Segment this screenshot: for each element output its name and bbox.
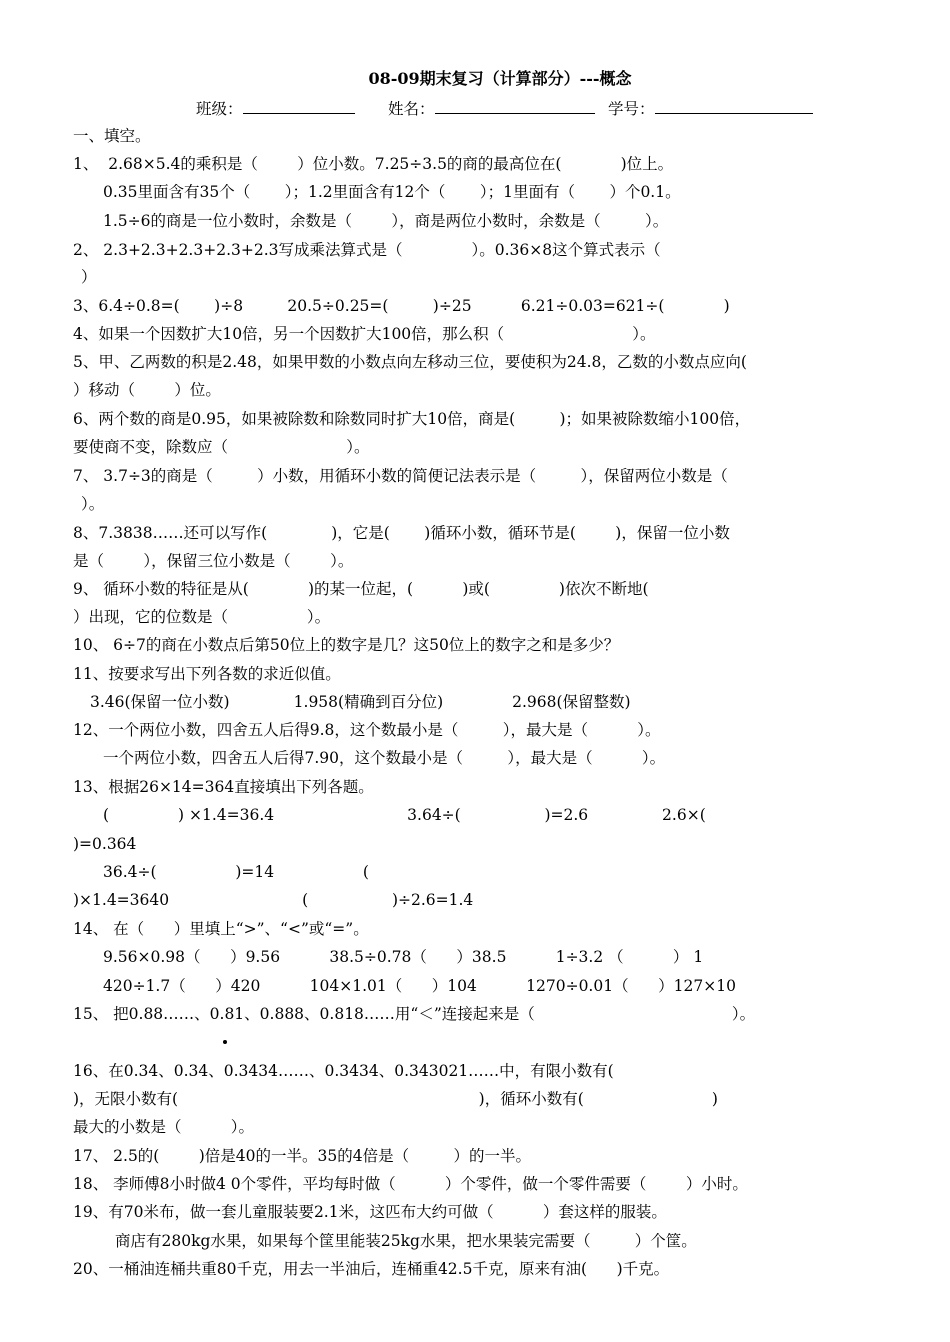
section-heading: 一、填空。 bbox=[73, 127, 151, 145]
question-line: 20、一桶油连桶共重80千克，用去一半油后，连桶重42.5千克，原来有油( )千克。 bbox=[73, 1260, 670, 1278]
question-line: 15、 把0.88……、0.81、0.888、0.818……用“＜”连接起来是（ ）。 bbox=[73, 1005, 756, 1023]
question-line: )，无限小数有( )，循环小数有( ) bbox=[73, 1090, 718, 1108]
question-line: 6、两个数的商是0.95，如果被除数和除数同时扩大10倍，商是( )；如果被除数缩小100倍， bbox=[73, 410, 751, 428]
recurring-dot-mark bbox=[223, 1040, 227, 1044]
question-line: 16、在0.34、0.34、0.3434……、0.3434、0.343021……中，有限小数有( bbox=[73, 1062, 614, 1080]
question-line: 3.46(保留一位小数) 1.958(精确到百分位) 2.968(保留整数) bbox=[90, 693, 631, 711]
id-blank[interactable] bbox=[655, 98, 813, 114]
name-blank[interactable] bbox=[435, 98, 595, 114]
class-label: 班级： bbox=[196, 100, 243, 118]
question-line: 8、7.3838……还可以写作( )，它是( )循环小数，循环节是( )，保留一位小数 bbox=[73, 524, 730, 542]
question-line: 36.4÷( )=14 ( bbox=[103, 863, 369, 881]
question-line: 9、 循环小数的特征是从( )的某一位起，( )或( )依次不断地( bbox=[73, 580, 649, 598]
question-line: 14、 在（ ）里填上“>”、“<”或“=”。 bbox=[73, 920, 369, 938]
question-line: 19、有70米布，做一套儿童服装要2.1米，这匹布大约可做（ ）套这样的服装。 bbox=[73, 1203, 667, 1221]
question-line: 11、按要求写出下列各数的求近似值。 bbox=[73, 665, 341, 683]
name-field bbox=[388, 98, 595, 119]
question-line: 1.5÷6的商是一位小数时，余数是（ ），商是两位小数时，余数是（ ）。 bbox=[103, 212, 669, 230]
question-line: ）。 bbox=[81, 495, 105, 513]
class-blank[interactable] bbox=[243, 98, 355, 114]
question-line: ( ) ×1.4=36.4 3.64÷( )=2.6 2.6×( bbox=[103, 806, 706, 824]
worksheet-title: 08-09期末复习（计算部分）---概念 bbox=[368, 69, 632, 88]
question-line: 一个两位小数，四舍五人后得7.90，这个数最小是（ ），最大是（ ）。 bbox=[103, 749, 666, 767]
id-label: 学号： bbox=[608, 100, 655, 118]
question-line: 0.35里面含有35个（ ）；1.2里面含有12个（ ）；1里面有（ ）个0.1。 bbox=[103, 183, 681, 201]
question-line: 是（ ），保留三位小数是（ ）。 bbox=[73, 552, 354, 570]
question-line: 4、如果一个因数扩大10倍，另一个因数扩大100倍，那么积（ ）。 bbox=[73, 325, 656, 343]
name-label: 姓名： bbox=[388, 100, 435, 118]
id-field bbox=[608, 98, 813, 119]
question-line: 5、甲、乙两数的积是2.48，如果甲数的小数点向左移动三位，要使积为24.8，乙数的小数点应向( bbox=[73, 353, 747, 371]
question-line: 9.56×0.98（ ）9.56 38.5÷0.78（ ）38.5 1÷3.2 （ ） 1 bbox=[103, 948, 704, 966]
question-line: 17、 2.5的( )倍是40的一半。35的4倍是（ ）的一半。 bbox=[73, 1147, 531, 1165]
class-field bbox=[196, 98, 355, 119]
question-line: 2、 2.3+2.3+2.3+2.3+2.3写成乘法算式是（ ）。0.36×8这个算式表示（ bbox=[73, 241, 661, 259]
question-line: 420÷1.7（ ）420 104×1.01（ ）104 1270÷0.01（ ）127×10 bbox=[103, 977, 736, 995]
question-line: ）移动（ ）位。 bbox=[73, 381, 221, 399]
question-line: 3、6.4÷0.8=( )÷8 20.5÷0.25=( )÷25 6.21÷0.03=621÷( ) bbox=[73, 297, 730, 315]
question-line: 商店有280kg水果，如果每个筐里能装25kg水果，把水果装完需要（ ）个筐。 bbox=[115, 1232, 697, 1250]
question-line: )=0.364 bbox=[73, 835, 137, 853]
question-line: 最大的小数是（ ）。 bbox=[73, 1118, 255, 1136]
question-line: 7、 3.7÷3的商是（ ）小数，用循环小数的简便记法表示是（ ），保留两位小数是（ bbox=[73, 467, 728, 485]
question-line: 要使商不变，除数应（ ）。 bbox=[73, 438, 370, 456]
question-line: 12、一个两位小数，四舍五人后得9.8，这个数最小是（ ），最大是（ ）。 bbox=[73, 721, 661, 739]
question-line: )×1.4=3640 ( )÷2.6=1.4 bbox=[73, 891, 474, 909]
question-line: 13、根据26×14=364直接填出下列各题。 bbox=[73, 778, 374, 796]
question-line: 1、 2.68×5.4的乘积是（ ）位小数。7.25÷3.5的商的最高位在( )位上。 bbox=[73, 155, 674, 173]
question-line: ） bbox=[81, 268, 97, 286]
question-line: ）出现，它的位数是（ ）。 bbox=[73, 608, 331, 626]
question-line: 18、 李师傅8小时做4 0个零件，平均每时做（ ）个零件，做一个零件需要（ ）小时。 bbox=[73, 1175, 748, 1193]
question-line: 10、 6÷7的商在小数点后第50位上的数字是几？这50位上的数字之和是多少？ bbox=[73, 636, 620, 654]
